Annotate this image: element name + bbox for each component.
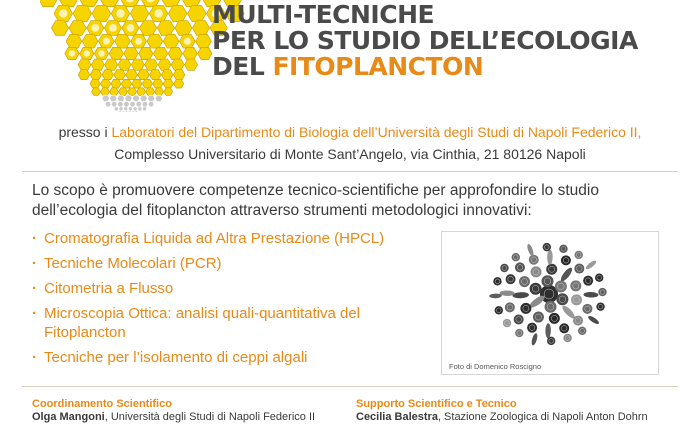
location-line-1 <box>0 121 700 143</box>
hexagon-cell <box>158 59 171 70</box>
diatom-cell <box>596 302 604 310</box>
hexagon-cell <box>185 59 198 70</box>
hexagon-cell <box>91 59 104 70</box>
topic-item: · Tecniche per l’isolamento di ceppi algali <box>32 348 432 367</box>
hexagon-cell <box>119 88 128 96</box>
hexagon-cell <box>121 79 131 88</box>
hexagon-cell <box>105 102 111 107</box>
photo-credit-name: Domenico Roscigno <box>474 362 542 371</box>
hexagon-cell <box>111 102 117 107</box>
hexagon-cell <box>102 70 114 80</box>
hexagon-cell <box>132 79 142 88</box>
topics-list <box>32 229 432 373</box>
diatom-cell <box>578 327 586 335</box>
diatom-cell <box>499 290 514 296</box>
hexagon-cell <box>153 47 167 59</box>
hexagon-cell <box>146 88 155 96</box>
hexagon-dot <box>103 38 110 45</box>
hexagon-cell <box>51 21 68 36</box>
diatom-cell <box>556 293 568 305</box>
hexagon-dot <box>135 38 142 45</box>
hexagon-cell <box>128 107 133 111</box>
hexagon-cell <box>109 47 123 59</box>
diatom-cell <box>533 312 544 323</box>
hexagon-dot <box>116 9 124 17</box>
diatom-cell <box>559 266 574 283</box>
photo-credit <box>449 362 541 371</box>
diatom-cell <box>515 329 523 337</box>
hexagon-cell <box>183 47 197 59</box>
topic-item: · Microscopia Ottica: analisi quali-quantitativa del Fitoplancton <box>32 304 432 342</box>
hexagon-cell <box>92 88 101 96</box>
hexagon-cell <box>153 79 163 88</box>
hexagon-cell <box>147 34 163 48</box>
hexagon-cell <box>138 107 143 111</box>
hexagon-cell <box>66 34 82 48</box>
hexagon-dot <box>84 50 90 56</box>
diatom-cell <box>559 323 569 333</box>
diatom-cell <box>582 304 592 314</box>
diatom-cell <box>514 314 524 324</box>
title-line-3 <box>212 54 638 80</box>
hexagon-cell <box>110 88 119 96</box>
hexagon-cell <box>130 5 149 21</box>
diatom-cell <box>530 283 542 295</box>
diatom-cell <box>529 255 539 265</box>
hexagon-cell <box>124 102 130 107</box>
photo-credit-prefix: Foto di <box>449 362 475 371</box>
hexagon-cell <box>142 102 148 107</box>
coordination-person-line <box>32 411 315 424</box>
hexagon-cell <box>117 95 124 101</box>
diatom-cell <box>559 245 567 253</box>
hexagon-cell <box>102 95 109 101</box>
hexagon-cell <box>82 34 98 48</box>
intro-text: Lo scopo è promuovere competenze tecnico-scientifiche per approfondire lo studio dell’ecologia del fitoplancton attraverso strumenti metodologici innovativi: <box>32 182 599 219</box>
diatom-cell <box>549 313 560 324</box>
hexagon-dot <box>59 9 67 17</box>
hexagon-cell <box>123 107 128 111</box>
support-person: Cecilia Balestra <box>356 411 438 423</box>
hexagon-cell <box>69 21 86 36</box>
hexagon-cell <box>128 111 131 112</box>
hexagon-cell <box>136 102 142 107</box>
diatom-cell <box>543 243 551 251</box>
diatom-cell <box>545 301 557 313</box>
hexagon-cell <box>148 95 155 101</box>
hexagon-cell <box>117 102 123 107</box>
hexagon-cell <box>140 21 157 36</box>
hexagon-cell <box>124 47 138 59</box>
hexagon-cell <box>118 111 121 112</box>
hexagon-cell <box>125 95 132 101</box>
diatom-cell <box>520 303 531 314</box>
page-title <box>212 2 638 80</box>
diatom-cell <box>541 275 553 287</box>
diatom-cell <box>574 264 584 274</box>
hexagon-cell <box>126 70 138 80</box>
hexagon-cell <box>90 79 100 88</box>
diatom-cell <box>493 277 501 285</box>
support-person-line <box>356 411 648 424</box>
diatom-cell <box>519 276 530 287</box>
diatom-cell <box>583 276 593 286</box>
hexagon-cell <box>163 79 173 88</box>
diatom-cell <box>555 280 567 292</box>
hexagon-cell <box>192 21 209 36</box>
hexagon-cell <box>148 102 154 107</box>
diatom-cell <box>512 253 520 261</box>
diatom-cell <box>563 334 571 342</box>
topic-item: · Cromatografia Liquida ad Altra Prestazione (HPCL) <box>32 229 432 248</box>
hexagon-cell <box>73 5 92 21</box>
hexagon-cell <box>105 59 118 70</box>
hexagon-cell <box>140 95 147 101</box>
hexagon-cell <box>132 111 135 112</box>
diatom-cell <box>587 315 600 326</box>
diatom-cell <box>531 333 539 346</box>
hexagon-cell <box>128 88 137 96</box>
coordination-heading: Coordinamento Scientifico <box>32 398 172 410</box>
hexagon-dot <box>127 24 135 32</box>
coordination-person: Olga Mangoni <box>32 411 105 423</box>
diatom-cell <box>583 292 598 298</box>
hexagon-cell <box>101 88 110 96</box>
support-heading: Supporto Scientifico e Tecnico <box>356 398 517 410</box>
topic-item: · Citometria a Flusso <box>32 279 432 298</box>
hexagon-cell <box>101 79 111 88</box>
location-prefix: presso i <box>58 124 112 140</box>
hexagon-cell <box>137 88 146 96</box>
title-line-2: PER LO STUDIO DELL’ECOLOGIA <box>212 26 638 55</box>
hexagon-cell <box>198 47 212 59</box>
hexagon-cell <box>174 79 184 88</box>
diatom-cell <box>505 302 515 312</box>
hexagon-cell <box>196 34 212 48</box>
hexagon-cell <box>115 34 131 48</box>
hexagon-cell <box>130 102 136 107</box>
hexagon-cell <box>131 59 144 70</box>
diatom-cell <box>547 250 553 265</box>
hexagon-cell <box>163 34 179 48</box>
hexagon-cell <box>139 47 153 59</box>
hexagon-cell <box>168 5 187 21</box>
diatom-cell <box>531 266 542 277</box>
hexagon-cell <box>150 70 162 80</box>
hexagon-dot <box>154 9 162 17</box>
diatom-cell <box>547 337 555 345</box>
hexagon-cell <box>171 59 184 70</box>
diatom-cell <box>546 264 557 275</box>
diatom-arrangement <box>442 232 658 374</box>
hexagon-cell <box>114 107 119 111</box>
support-affiliation: , Stazione Zoologica di Napoli Anton Dohrn <box>437 411 648 423</box>
hexagon-cell <box>78 70 90 80</box>
hexagon-dot <box>91 24 99 32</box>
diatom-cell <box>595 273 603 281</box>
hexagon-cell <box>188 5 207 21</box>
hexagon-cell <box>142 107 147 111</box>
hexagon-cell <box>90 70 102 80</box>
hexagon-cell <box>92 5 111 21</box>
diatom-cell <box>495 306 503 314</box>
hexagon-cell <box>110 95 117 101</box>
title-accent: FITOPLANCTON <box>272 52 484 81</box>
divider-top <box>22 171 678 172</box>
hexagon-cell <box>122 111 125 112</box>
location-address: Complesso Universitario di Monte Sant’Angelo, via Cinthia, 21 80126 Napoli <box>114 146 586 162</box>
hexagon-cell <box>138 70 150 80</box>
hexagon-cell <box>40 0 58 7</box>
diatom-cell <box>489 293 502 298</box>
diatom-cell <box>598 288 606 296</box>
support-block <box>356 398 648 424</box>
hexagon-cell <box>142 79 152 88</box>
hexagon-cell <box>119 107 124 111</box>
diatom-cell <box>512 292 529 299</box>
diatom-cell <box>527 323 537 333</box>
hexagon-cell <box>78 59 91 70</box>
hexagon-dot <box>98 50 104 56</box>
hexagon-cell <box>175 21 192 36</box>
hexagon-dot <box>109 24 117 32</box>
diatom-cell <box>561 255 571 265</box>
hexagon-cell <box>161 70 173 80</box>
hexagon-cell <box>132 95 139 101</box>
diatom-cell <box>585 259 598 270</box>
location-org: Laboratori del Dipartimento di Biologia dell’Università degli Studi di Napoli Federico II, <box>111 124 642 140</box>
hexagon-dot <box>69 50 75 56</box>
hexagon-cell <box>155 88 164 96</box>
diatom-cell <box>503 319 511 327</box>
diatom-cell <box>515 262 525 272</box>
diatom-cell <box>500 264 508 272</box>
title-line-1: MULTI-TECNICHE <box>212 0 435 29</box>
coordination-affiliation: , Università degli Studi di Napoli Federico II <box>104 411 316 423</box>
hexagon-cell <box>168 47 182 59</box>
diatom-cell <box>526 243 535 256</box>
hexagon-cell <box>125 111 128 112</box>
hexagon-cell <box>133 107 138 111</box>
diatom-cell <box>571 294 582 305</box>
location <box>0 121 700 165</box>
hexagon-cell <box>155 95 162 101</box>
hexagon-dot <box>184 38 191 45</box>
diatom-cell <box>506 274 516 284</box>
diatom-cell <box>570 280 581 291</box>
phytoplankton-photo <box>441 231 659 375</box>
hexagon-cell <box>118 59 131 70</box>
hexagon-cell <box>111 79 121 88</box>
hexagon-cell <box>164 88 173 96</box>
diatom-cell <box>573 316 583 326</box>
hexagon-cell <box>114 70 126 80</box>
hexagon-cell <box>135 111 138 112</box>
diatom-cell <box>545 323 551 338</box>
hexagon-cell <box>145 59 158 70</box>
divider-bottom <box>22 386 678 387</box>
topic-item: · Tecniche Molecolari (PCR) <box>32 254 432 273</box>
hexagon-cell <box>173 70 185 80</box>
hexagon-cell <box>157 21 174 36</box>
title-line-3-prefix: DEL <box>212 52 273 81</box>
diatom-cell <box>574 251 582 259</box>
coordination-block <box>32 398 315 424</box>
